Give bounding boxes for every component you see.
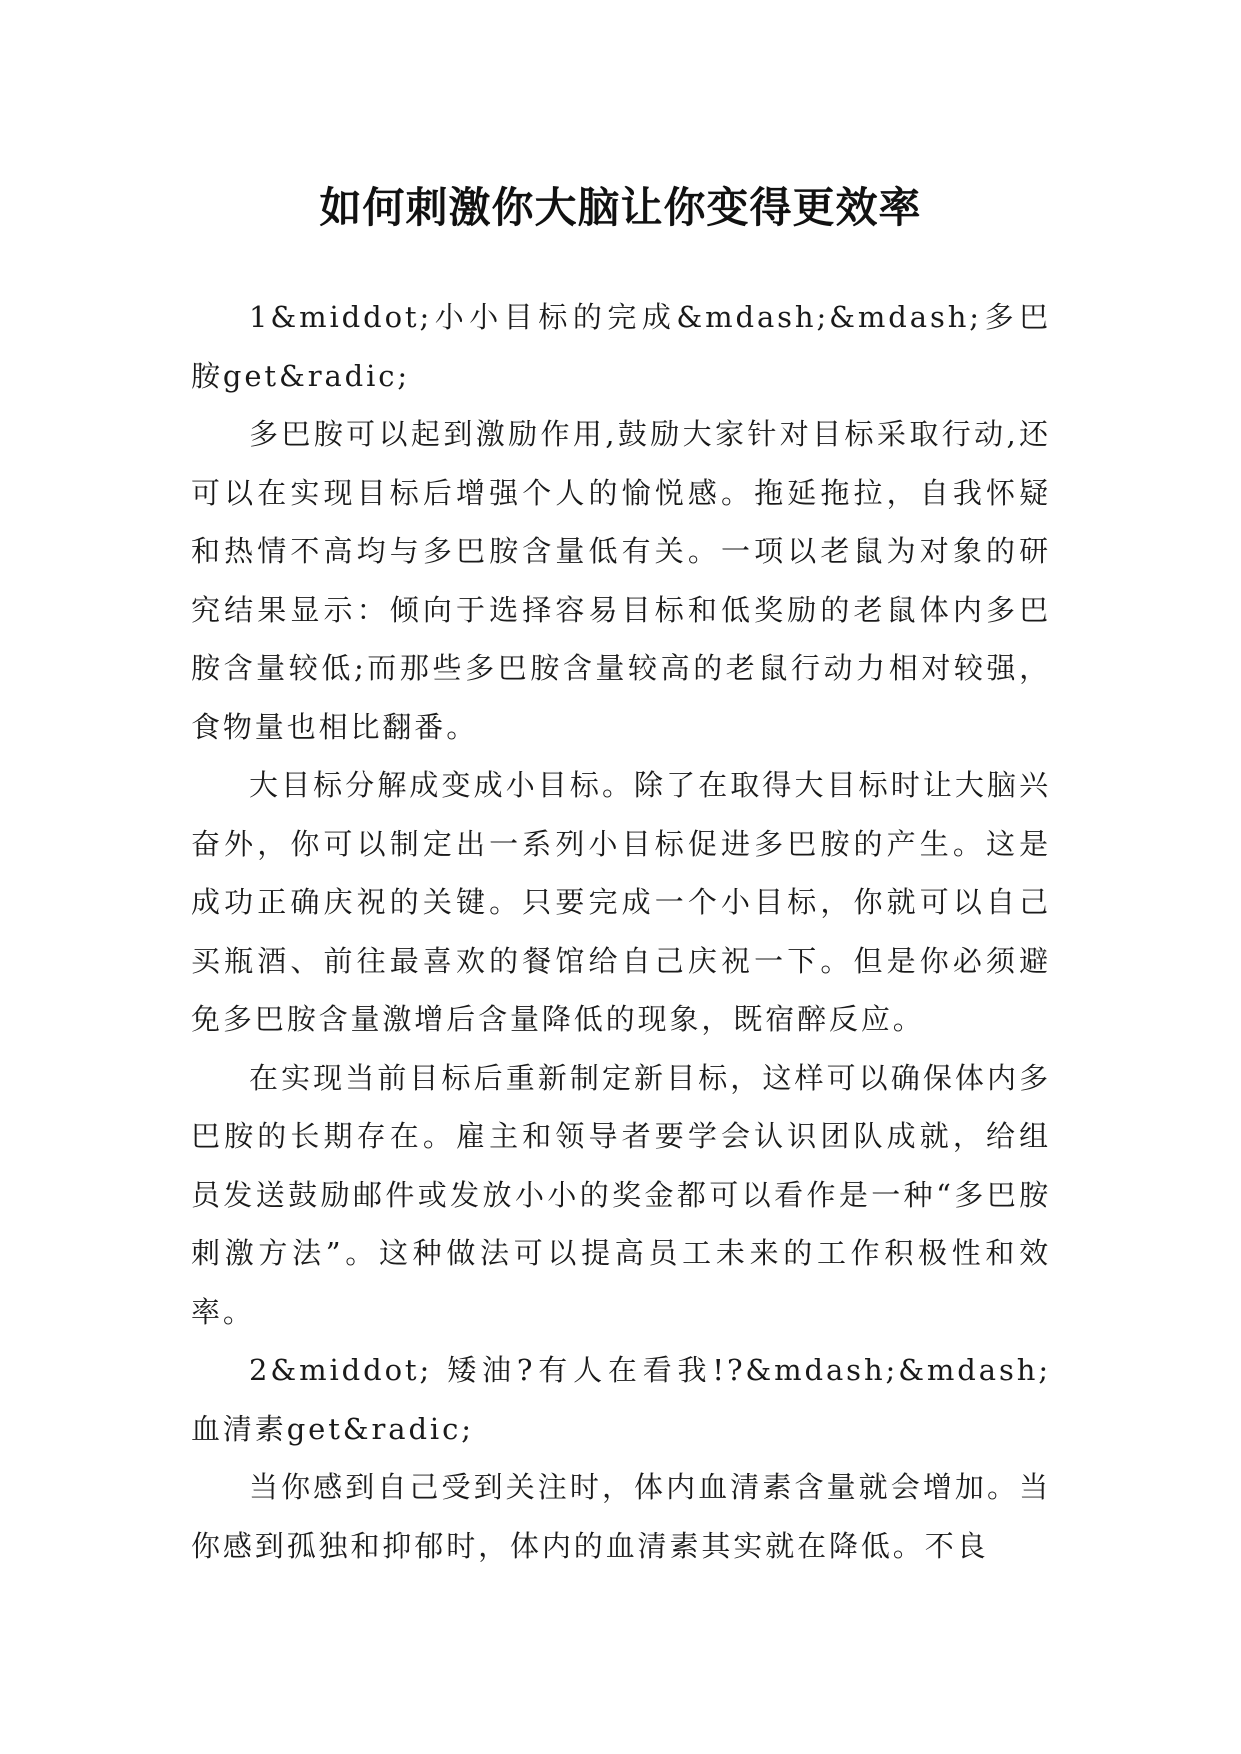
paragraph: 多巴胺可以起到激励作用,鼓励大家针对目标采取行动,还可以在实现目标后增强个人的愉悦感。拖延拖拉，自我怀疑和热情不高均与多巴胺含量低有关。一项以老鼠为对象的研究结果显示：倾向于选择容易目标和低奖励的老鼠体内多巴胺含量较低;而那些多巴胺含量较高的老鼠行动力相对较强，食物量也相比翻番。 [191, 417, 1051, 744]
paragraph-heading-1: 1&middot;小小目标的完成&mdash;&mdash;多巴胺get&radic; [191, 300, 1051, 393]
document-title: 如何刺激你大脑让你变得更效率 [319, 183, 922, 233]
paragraph: 大目标分解成变成小目标。除了在取得大目标时让大脑兴奋外，你可以制定出一系列小目标促进多巴胺的产生。这是成功正确庆祝的关键。只要完成一个小目标，你就可以自己买瓶酒、前往最喜欢的餐馆给自己庆祝一下。但是你必须避免多巴胺含量激增后含量降低的现象，既宿醉反应。 [191, 768, 1051, 1036]
paragraph: 当你感到自己受到关注时，体内血清素含量就会增加。当你感到孤独和抑郁时，体内的血清素其实就在降低。不良 [191, 1470, 1051, 1563]
document-body [191, 288, 1051, 1575]
paragraph-heading-2: 2&middot; 矮油?有人在看我!?&mdash;&mdash;血清素get&radic; [191, 1353, 1051, 1446]
paragraph: 在实现当前目标后重新制定新目标，这样可以确保体内多巴胺的长期存在。雇主和领导者要学会认识团队成就，给组员发送鼓励邮件或发放小小的奖金都可以看作是一种“多巴胺刺激方法”。这种做法可以提高员工未来的工作积极性和效率。 [191, 1060, 1051, 1329]
